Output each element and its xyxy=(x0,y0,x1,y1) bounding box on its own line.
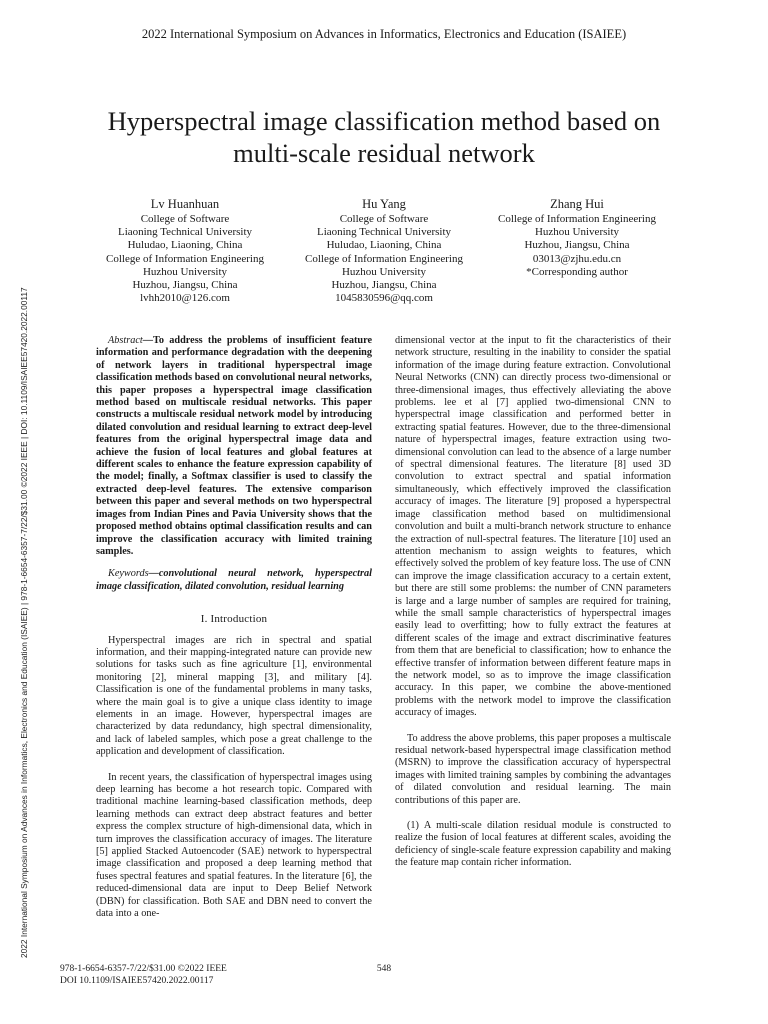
corresponding-author-note: *Corresponding author xyxy=(526,265,628,278)
paragraph: Hyperspectral images are rich in spectral and spatial information, and their mapping-integrated nature can provide new solutions for tasks such as fine agriculture [1], environmental monitoring [2], mineral mapping [3], and military [4]. Classification is one of the fundamental problems in many tasks, where the main goal is to give a unique class identity to image elements in an image. However, hyperspectral images are characterized by data redundancy, high spectral dimensionality, and lack of labeled samples, which pose a great challenge to the application and development of classification. xyxy=(96,634,372,758)
author-email: 03013@zjhu.edu.cn xyxy=(532,252,622,265)
conference-header: 2022 International Symposium on Advances in Informatics, Electronics and Education (ISAIEE) xyxy=(141,27,627,41)
author-email: lvhh2010@126.com xyxy=(140,292,230,305)
author-3 xyxy=(472,197,682,279)
author-affiliation-line: College of Software xyxy=(339,213,429,225)
author-affiliation-line: Huzhou, Jiangsu, China xyxy=(524,239,630,252)
author-affiliation-line: Huludao, Liaoning, China xyxy=(127,239,243,252)
author-affiliation-line: Huludao, Liaoning, China xyxy=(326,239,442,252)
paragraph: To address the above problems, this paper proposes a multiscale residual network-based hyperspectral image classification method (MSRN) to improve the classification accuracy of hyperspectral images with limited training samples by combining the advantages of dilated convolution and residual learning. The main contributions of this paper are. xyxy=(395,732,671,806)
abstract-text: —To address the problems of insufficient feature information and performance degradation with the deepening of network layers in traditional hyperspectral image classification methods based on convolutional neural networks, this paper proposes a hyperspectral image classification method based on multiscale residual networks. This paper constructs a multiscale residual network model by introducing dilated convolution and residual learning to extract deep-level features from the original hyperspectral image data and achieve the fusion of local features and global features at different scales to enhance the feature expression capability of the model; finally, a Softmax classifier is used to classify the extracted deep-level features. The extensive comparison between this paper and several methods on two hyperspectral images from Indian Pines and Pavia University shows that the proposed method obtains optimal classification results and can improve the classification accuracy with limited training samples. xyxy=(96,335,372,557)
right-column xyxy=(395,335,671,870)
keywords xyxy=(96,568,372,593)
author-affiliation-line: College of Information Engineering xyxy=(498,213,656,225)
author-name: Lv Huanhuan xyxy=(150,197,220,211)
author-2 xyxy=(279,197,489,305)
paragraph: In recent years, the classification of hyperspectral images using deep learning has become a hot research topic. Compared with traditional machine learning-based classification methods, deep learning methods can extract deep abstract features and better express the complex structure of high-dimensional data, which in turn improves the classification accuracy of images. The literature [5] applied Stacked Autoencoder (SAE) network to hyperspectral image classification and proposed a deep learning method that fuses spectral features and spatial features. In the literature [6], the reduced-dimensional data are input to Deep Belief Network (DBN) for classification. Both SAE and DBN need to convert the data into a one- xyxy=(96,771,372,920)
abstract xyxy=(96,335,372,558)
author-affiliation-line: Huzhou University xyxy=(142,265,227,278)
author-affiliation-line: Liaoning Technical University xyxy=(117,226,253,239)
section-heading: I. Introduction xyxy=(200,613,268,626)
paragraph: (1) A multi-scale dilation residual module is constructed to realize the fusion of local features at different scales, avoiding the deficiency of single-scale feature expression capability and making the feature map contain richer information. xyxy=(395,820,671,869)
author-affiliation-line: Liaoning Technical University xyxy=(316,226,452,239)
paragraph: dimensional vector at the input to fit the characteristics of their network structure, resulting in the inability to consider the spatial information of the image during feature extraction. Convolutional Neural Networks (CNN) can directly process two-dimensional or three-dimensional images, thus effectively alleviating the above problems. lee et al [7] applied two-dimensional CNN to hyperspectral image classification and performed better in extracting spatial features. However, due to the three-dimensional nature of hyperspectral images, feature extraction using two-dimensional convolution can lead to the absence of a large number of spectral dimensional features. The literature [8] used 3D convolution to extract spectral and spatial information simultaneously, which effectively improved the classification accuracy of images. The literature [9] proposed a hyperspectral image classification method based on multidimensional convolution and built a multi-branch network structure to enhance the extraction of null-spectral features. The literature [10] used an attention mechanism to assign weights to features, which effectively solved the problem of key feature loss. The use of CNN can improve the image classification accuracy to a certain extent, but there are still some problems: the number of CNN parameters is large and a large number of samples are required for training, while the small sample characteristics of hyperspectral images easily lead to overfitting; how to fully extract the features at different scales of the image and extract discriminative features from them that are beneficial to classification; how to enhance the effective transfer of information between different feature maps in the network model, so as to improve the image classification accuracy. In this paper, we combine the above-mentioned problems with the network model to improve the classification accuracy of images. xyxy=(395,335,671,719)
author-name: Hu Yang xyxy=(362,197,406,211)
title-line-2: multi-scale residual network xyxy=(233,138,535,168)
author-name: Zhang Hui xyxy=(550,197,604,211)
author-affiliation-line: Huzhou, Jiangsu, China xyxy=(331,279,437,292)
paper-title xyxy=(60,105,708,169)
doi-sidebar xyxy=(17,188,31,958)
author-email: 1045830596@qq.com xyxy=(335,292,433,305)
author-affiliation-line: Huzhou University xyxy=(534,226,619,239)
author-1 xyxy=(80,197,290,305)
title-line-1: Hyperspectral image classification method based on xyxy=(107,106,661,136)
footer-doi: DOI 10.1109/ISAIEE57420.2022.00117 xyxy=(60,975,214,986)
sidebar-text: 2022 International Symposium on Advances in Informatics, Electronics and Education (ISAIEE) | 978-1-6654-6357-7/22/$31.00 ©2022 IEEE | DOI: 10.1109/ISAIEE57420.2022.00117 xyxy=(19,287,29,958)
author-affiliation-line: Huzhou University xyxy=(341,265,426,278)
author-affiliation-line: College of Information Engineering xyxy=(305,252,463,265)
keywords-text: —convolutional neural network, hyperspectral image classification, dilated convolution, residual learning xyxy=(96,568,372,592)
footer-isbn: 978-1-6654-6357-7/22/$31.00 ©2022 IEEE xyxy=(60,964,227,974)
abstract-lead: Abstract xyxy=(108,335,143,346)
page-number: 548 xyxy=(376,964,392,974)
author-affiliation-line: College of Software xyxy=(140,213,230,225)
author-affiliation-line: College of Information Engineering xyxy=(106,252,264,265)
keywords-lead: Keywords xyxy=(108,568,149,580)
author-affiliation-line: Huzhou, Jiangsu, China xyxy=(132,279,238,292)
left-column xyxy=(96,335,372,920)
